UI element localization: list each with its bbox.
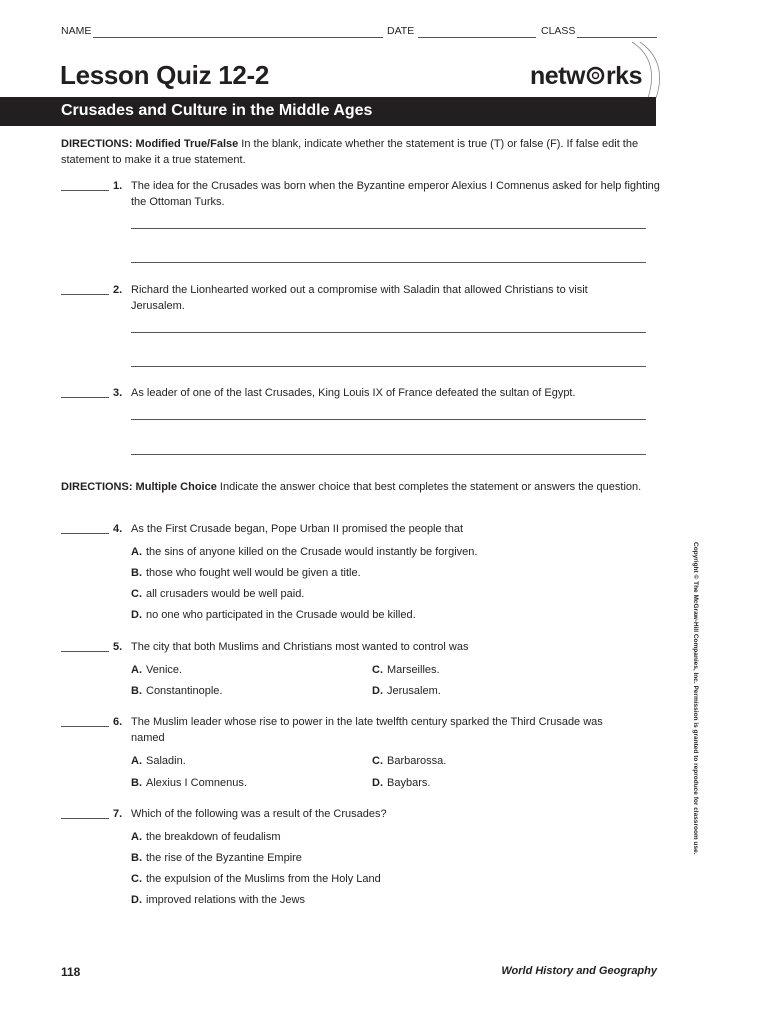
option-text: Saladin. [146,755,186,767]
copyright-text: Copyright © The McGraw-Hill Companies, Inc. Permission is granted to reproduce for classroom use. [692,542,699,855]
option-c[interactable] [131,586,304,602]
option-text: the expulsion of the Muslims from the Holy Land [146,873,381,885]
question-number: 4. [113,523,123,535]
arc-decoration-icon [630,40,670,100]
question-number: 2. [113,284,123,296]
question-text: The Muslim leader whose rise to power in the late twelfth century sparked the Third Crusade was named [131,716,603,744]
correction-line[interactable] [131,332,646,333]
answer-blank[interactable] [61,726,109,727]
section-title-band [0,97,656,126]
question-text: Which of the following was a result of the Crusades? [131,808,387,820]
page-number: 118 [61,965,81,979]
section-title: Crusades and Culture in the Middle Ages [61,102,373,119]
option-c[interactable] [372,753,446,769]
option-d[interactable] [131,607,416,623]
option-text: Constantinople. [146,685,223,697]
correction-line[interactable] [131,262,646,263]
option-text: Barbarossa. [387,755,447,767]
option-text: Jerusalem. [387,685,441,697]
answer-blank[interactable] [61,818,109,819]
answer-blank[interactable] [61,651,109,652]
option-a[interactable] [131,662,182,678]
student-info-header [61,25,657,39]
question-text: The city that both Muslims and Christians most wanted to control was [131,641,469,653]
option-text: Marseilles. [387,664,440,676]
option-letter: A. [131,664,142,676]
option-letter: A. [131,831,142,843]
answer-blank[interactable] [61,397,109,398]
directions-text: Indicate the answer choice that best completes the statement or answers the question. [216,481,642,493]
date-label: DATE [387,25,415,37]
question-number: 6. [113,716,123,728]
page-title: Lesson Quiz 12-2 [60,60,270,90]
option-letter: A. [131,546,142,558]
directions-text: In the blank, indicate whether the statement is true (T) or false (F). If false edit the statement to make it a true statement. [61,138,639,166]
option-text: those who fought well would be given a title. [146,567,361,579]
option-letter: B. [131,852,142,864]
correction-line[interactable] [131,228,646,229]
option-text: Baybars. [387,777,431,789]
option-a[interactable] [131,829,281,845]
option-letter: D. [131,609,142,621]
option-text: the rise of the Byzantine Empire [146,852,302,864]
question-number: 5. [113,641,123,653]
directions-label: DIRECTIONS: Modified True/False [61,138,239,150]
option-d[interactable] [372,775,430,791]
option-text: improved relations with the Jews [146,894,305,906]
globe-icon [586,66,605,85]
directions-multiple-choice [61,479,661,495]
brand-suffix: rks [605,62,642,90]
brand-prefix: netw [530,62,585,90]
question-number: 1. [113,180,123,192]
correction-line[interactable] [131,419,646,420]
option-letter: C. [372,664,383,676]
date-field[interactable] [418,37,536,38]
name-label: NAME [61,25,92,37]
correction-line[interactable] [131,454,646,455]
option-b[interactable] [131,565,361,581]
answer-blank[interactable] [61,533,109,534]
option-letter: B. [131,685,142,697]
question-text: As the First Crusade began, Pope Urban II promised the people that [131,523,464,535]
option-d[interactable] [131,892,305,908]
option-text: all crusaders would be well paid. [146,588,305,600]
option-c[interactable] [131,871,381,887]
option-letter: B. [131,567,142,579]
option-text: the sins of anyone killed on the Crusade would instantly be forgiven. [146,546,478,558]
option-text: Alexius I Comnenus. [146,777,247,789]
class-label: CLASS [541,25,576,37]
question-number: 3. [113,387,123,399]
class-field[interactable] [577,37,657,38]
option-letter: A. [131,755,142,767]
option-d[interactable] [372,683,441,699]
answer-blank[interactable] [61,190,109,191]
question-text: As leader of one of the last Crusades, King Louis IX of France defeated the sultan of Egypt. [131,387,576,399]
option-text: no one who participated in the Crusade would be killed. [146,609,416,621]
option-letter: D. [372,777,383,789]
option-b[interactable] [131,850,302,866]
option-b[interactable] [131,775,247,791]
question-text: The idea for the Crusades was born when the Byzantine emperor Alexius I Comnenus asked for help fighting the Ottoman Turks. [131,180,660,208]
option-letter: D. [372,685,383,697]
question-number: 7. [113,808,123,820]
question-text: Richard the Lionhearted worked out a compromise with Saladin that allowed Christians to visit Jerusalem. [131,284,588,312]
directions-true-false [61,136,661,168]
directions-label: DIRECTIONS: Multiple Choice [61,481,217,493]
answer-blank[interactable] [61,294,109,295]
copyright-notice [686,542,700,882]
option-c[interactable] [372,662,440,678]
option-a[interactable] [131,753,186,769]
option-letter: B. [131,777,142,789]
name-field[interactable] [93,37,383,38]
option-text: Venice. [146,664,183,676]
option-a[interactable] [131,544,477,560]
option-letter: D. [131,894,142,906]
footer-title: World History and Geography [501,965,657,977]
option-letter: C. [372,755,383,767]
option-b[interactable] [131,683,222,699]
correction-line[interactable] [131,366,646,367]
option-text: the breakdown of feudalism [146,831,281,843]
option-letter: C. [131,873,142,885]
option-letter: C. [131,588,142,600]
